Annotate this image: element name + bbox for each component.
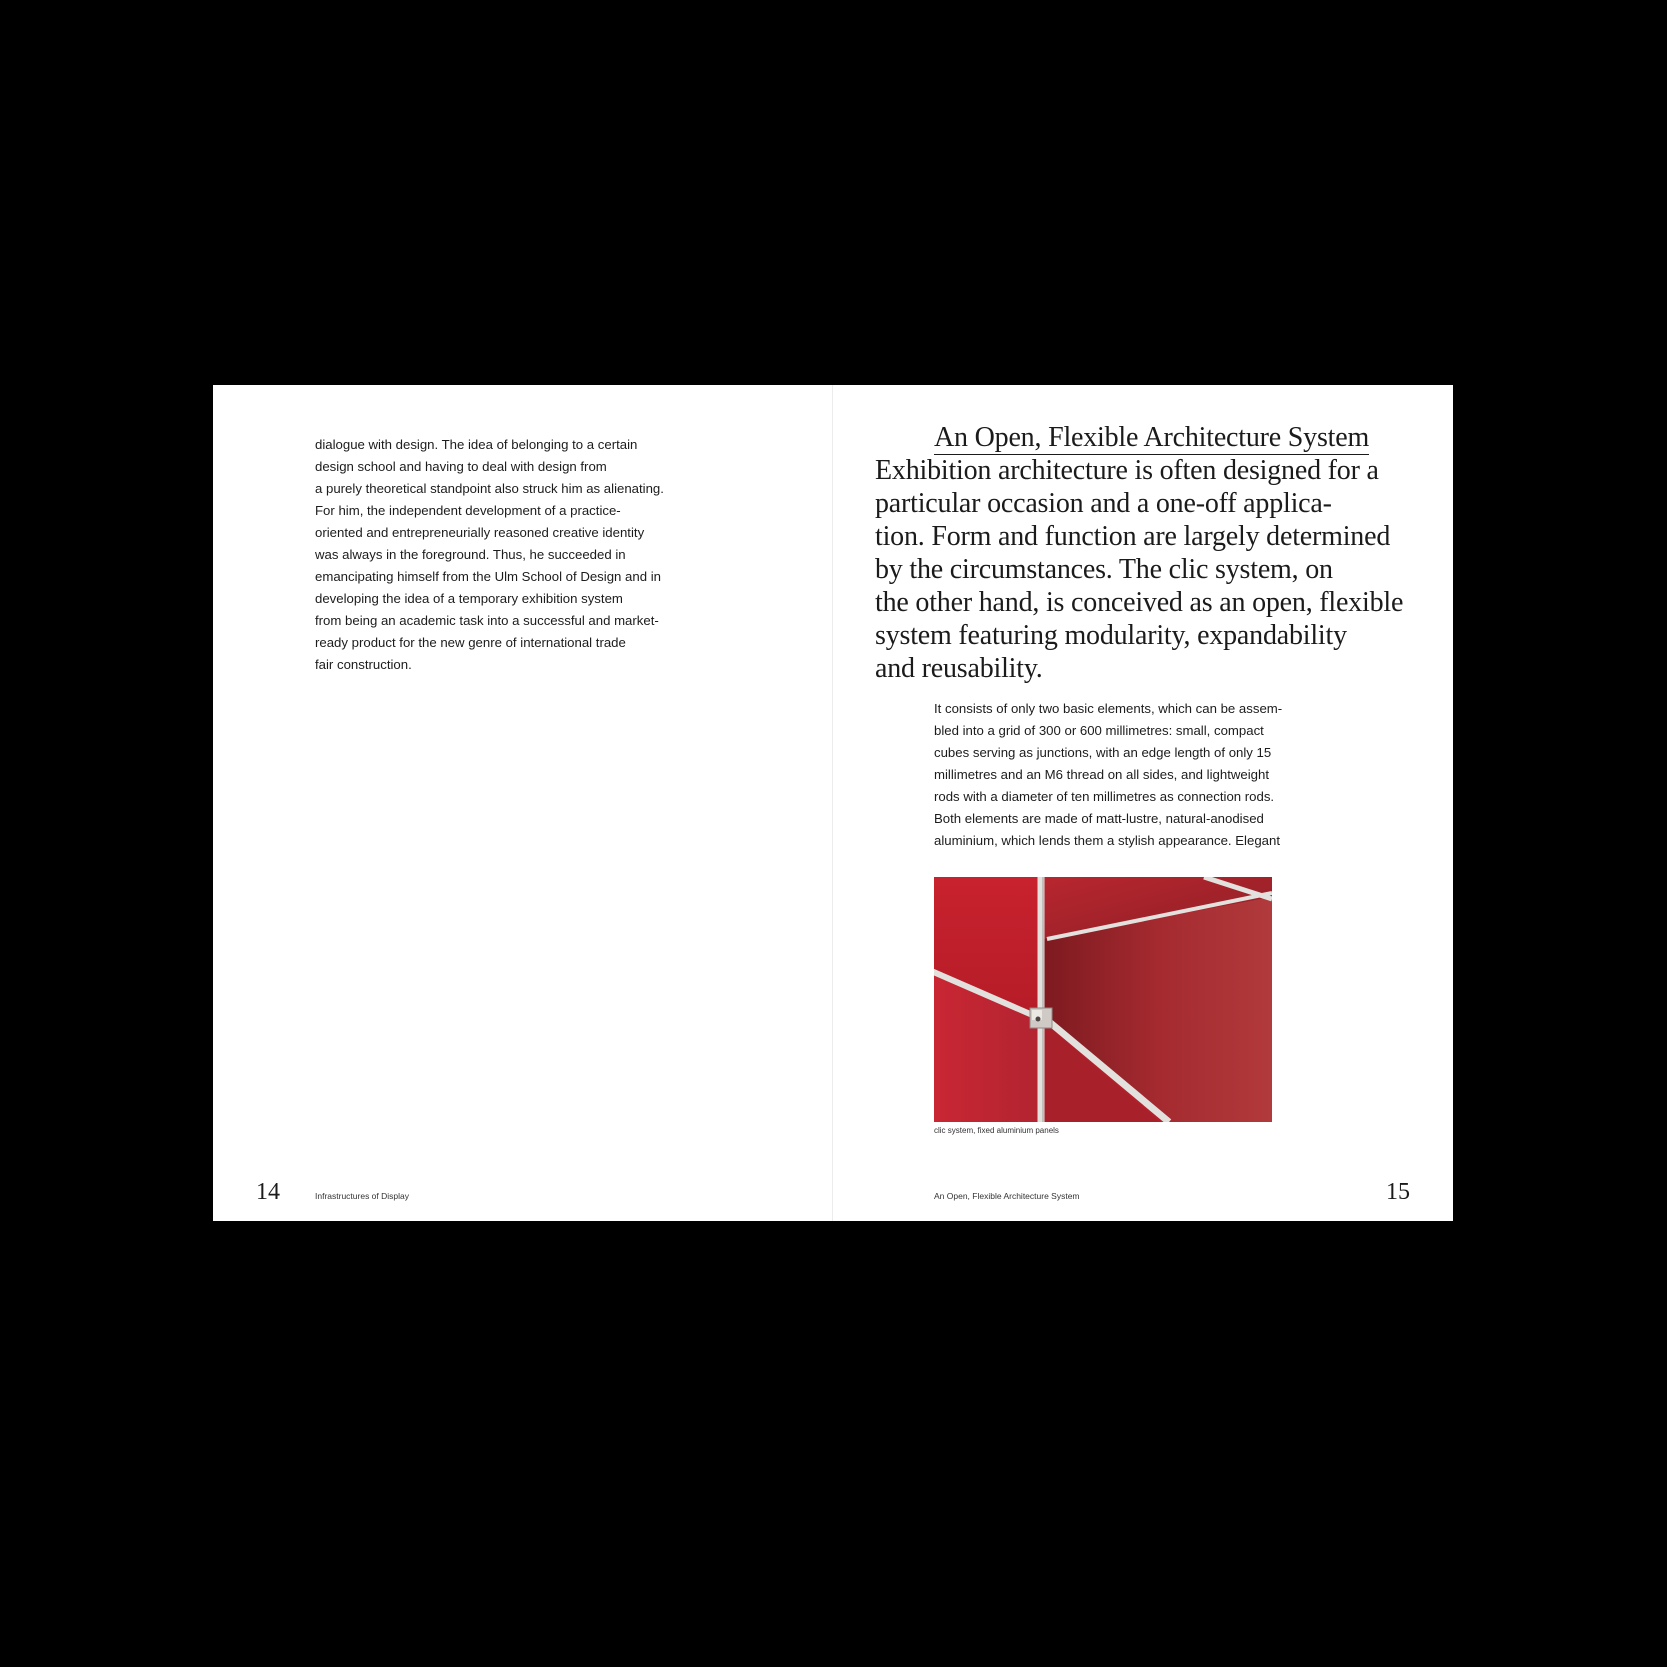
- clic-system-photo: [934, 877, 1272, 1122]
- text-line: was always in the foreground. Thus, he succeeded in: [315, 547, 626, 562]
- book-spread: [213, 385, 1453, 1221]
- text-line: dialogue with design. The idea of belonging to a certain: [315, 437, 638, 452]
- lead-line: the other hand, is conceived as an open, flexible: [875, 587, 1404, 618]
- heading-text: An Open, Flexible Architecture System: [934, 422, 1370, 453]
- left-body-text: [315, 434, 664, 676]
- text-line: emancipating himself from the Ulm School of Design and in: [315, 569, 661, 584]
- text-line: For him, the independent development of a practice-: [315, 503, 621, 518]
- running-title-left: Infrastructures of Display: [315, 1191, 410, 1201]
- text-line: cubes serving as junctions, with an edge length of only 15: [934, 745, 1272, 760]
- photo-caption: clic system, fixed aluminium panels: [934, 1126, 1059, 1135]
- text-line: design school and having to deal with design from: [315, 459, 607, 474]
- lead-paragraph: [875, 454, 1403, 685]
- running-title-right: An Open, Flexible Architecture System: [934, 1191, 1080, 1201]
- page-number-right: 15: [1386, 1179, 1410, 1205]
- text-line: fair construction.: [315, 657, 412, 672]
- text-line: bled into a grid of 300 or 600 millimetres: small, compact: [934, 723, 1264, 738]
- text-line: Both elements are made of matt-lustre, natural-anodised: [934, 811, 1264, 826]
- text-line: rods with a diameter of ten millimetres as connection rods.: [934, 789, 1275, 804]
- text-line: oriented and entrepreneurially reasoned creative identity: [315, 525, 645, 540]
- text-line: from being an academic task into a successful and market-: [315, 613, 659, 628]
- text-line: millimetres and an M6 thread on all sides, and lightweight: [934, 767, 1269, 782]
- lead-line: particular occasion and a one-off applica-: [875, 488, 1332, 519]
- text-line: a purely theoretical standpoint also struck him as alienating.: [315, 481, 664, 496]
- section-heading: [934, 421, 1369, 454]
- lead-line: and reusability.: [875, 653, 1043, 684]
- right-body-text: [934, 698, 1282, 852]
- lead-line: tion. Form and function are largely determined: [875, 521, 1391, 552]
- text-line: aluminium, which lends them a stylish appearance. Elegant: [934, 833, 1280, 848]
- lead-line: system featuring modularity, expandability: [875, 620, 1347, 651]
- page-number-left: 14: [256, 1179, 280, 1205]
- lead-line: Exhibition architecture is often designed for a: [875, 455, 1379, 486]
- page-gutter: [832, 385, 833, 1221]
- text-line: It consists of only two basic elements, which can be assem-: [934, 701, 1283, 716]
- text-line: developing the idea of a temporary exhibition system: [315, 591, 623, 606]
- lead-line: by the circumstances. The clic system, on: [875, 554, 1333, 585]
- text-line: ready product for the new genre of international trade: [315, 635, 626, 650]
